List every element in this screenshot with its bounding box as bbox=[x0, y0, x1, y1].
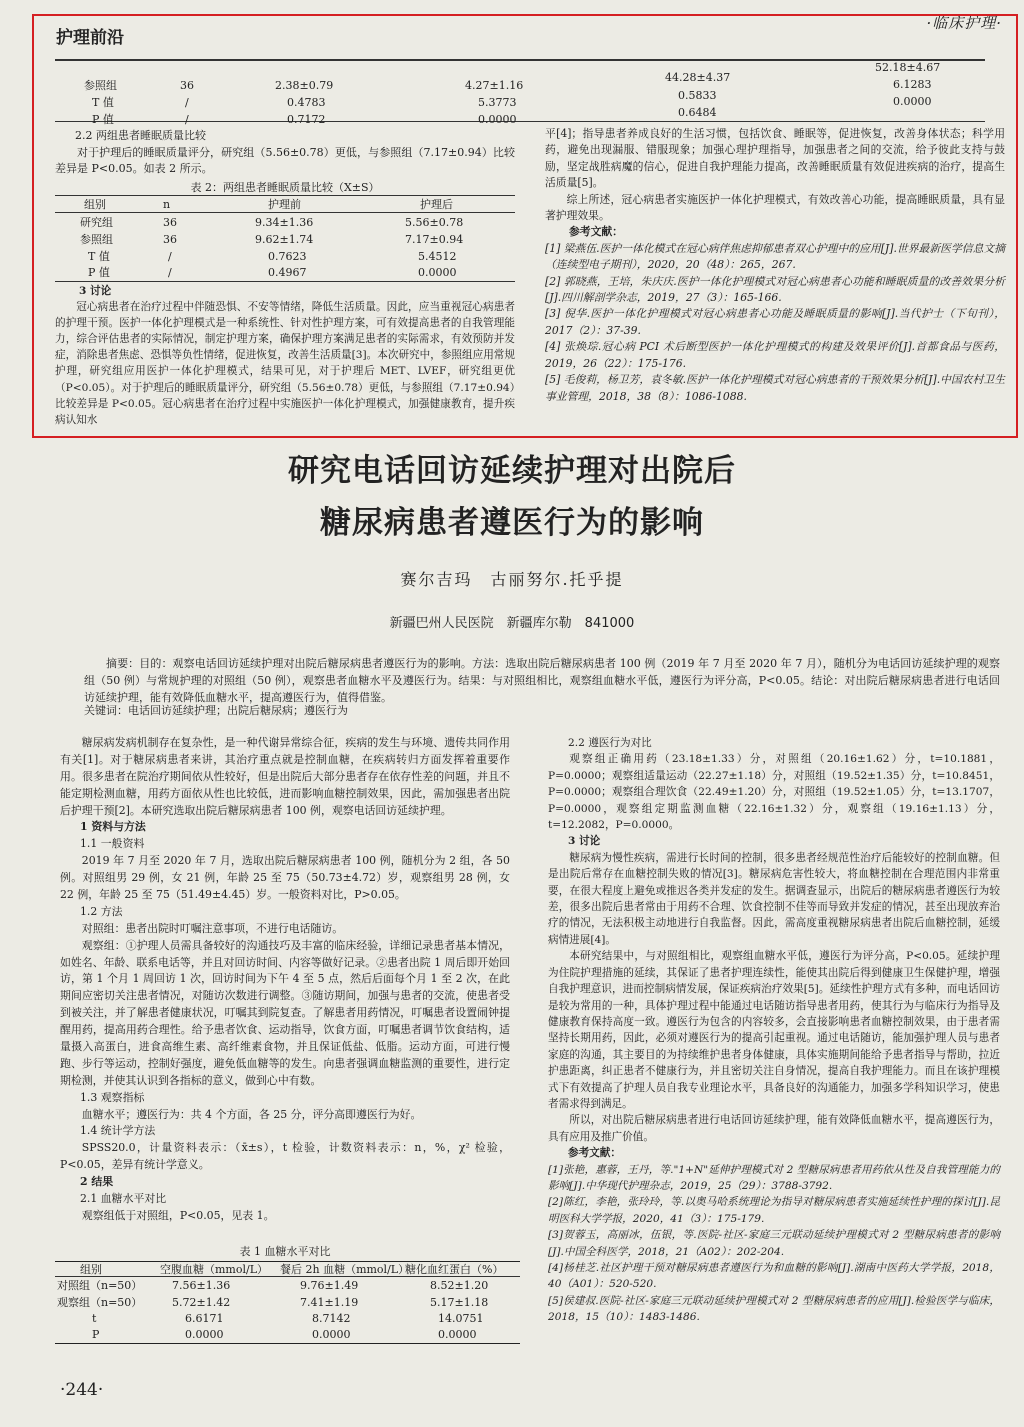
subsection-heading: 2.2 遵医行为对比 bbox=[568, 737, 652, 749]
paragraph: 对照组：患者出院时叮嘱注意事项，不进行电话随访。 bbox=[81, 921, 344, 935]
table-caption: 表 1 血糖水平对比 bbox=[239, 1245, 331, 1258]
top-right-column bbox=[545, 126, 1005, 405]
table-cell: 7.41±1.19 bbox=[300, 1296, 359, 1309]
table-header-cell: 护理后 bbox=[420, 198, 453, 211]
authors: 赛尔吉玛 古丽努尔.托乎提 bbox=[400, 570, 624, 589]
paragraph: 2019 年 7 月至 2020 年 7 月，选取出院后糖尿病患者 100 例，随机分为 2 组，各 50 例。对照组男 29 例，女 21 例，年龄 25 至 75（50.73±4.72）岁，观察组男 28 例，女 22 例，年龄 25 至 75（51.49±4.45）岁。一般资料对比，P>0.05。 bbox=[60, 854, 510, 902]
subsection-heading: 1.3 观察指标 bbox=[80, 1090, 145, 1104]
table-cell: 6.6171 bbox=[185, 1312, 224, 1325]
paragraph: 本研究结果中，与对照组相比，观察组血糖水平低，遵医行为评分高，P<0.05。延续护理为住院护理措施的延续，其保证了患者护理连续性，能使其出院后得到健康卫生保健护理，增强自我护理意识，进而控制病情发展，保证疾病治疗效果[5]。延续性护理方式有多种，而电话回访是较为常用的一种，具体护理过程中能通过电话随访指导患者用药，使其行为与临床行为指导及健康教育保持高度一致。遵医行为包含的内容较多，会直接影响患者血糖控制效果，由于患者需坚持长期用药，因此，必须对遵医行为的提高引起重视。通过电话随访，能加强护理人员与患者家庭的沟通，其主要目的为持续维护患者身体健康，具体实施期间能给予患者指导与帮助，拉近护患距离，纠正患者不健康行为，并且密切关注自身情况，提高自我护理能力。而且在该护理模式下有效提高了护理人员自我专业理论水平，具备良好的沟通能力，加强多学科知识学习，使患者需求得到满足。 bbox=[548, 950, 1000, 1110]
paragraph: 观察组正确用药（23.18±1.33）分，对照组（20.16±1.62）分，t=10.1881，P=0.0000；观察组适量运动（22.27±1.18）分，对照组（19.52±1.35）分，t=10.8451，P=0.0000；观察组合理饮食（22.49±1.20）分，对照组（19.52±1.05）分，t=13.1707，P=0.0000，观察组定期监测血糖（22.16±1.32）分，观察组（19.16±1.13）分，t=12.2082，P=0.0000。 bbox=[548, 753, 1000, 832]
table-cell: 参照组 bbox=[84, 79, 117, 92]
table-cell: 8.52±1.20 bbox=[430, 1279, 489, 1292]
reference-item: [1] 梁燕伍.医护一体化模式在冠心病伴焦虑抑郁患者双心护理中的应用[J].世界最新医学信息文摘（连续型电子期刊），2020，20（48）：265，267. bbox=[545, 241, 1005, 272]
table-header-cell: 组别 bbox=[84, 198, 106, 211]
paragraph: 所以，对出院后糖尿病患者进行电话回访延续护理，能有效降低血糖水平，提高遵医行为，具有应用及推广价值。 bbox=[548, 1114, 1000, 1143]
reference-item: [3] 倪华.医护一体化护理模式对冠心病患者心功能及睡眠质量的影响[J].当代护士（下旬刊），2017（2）：37-39. bbox=[545, 307, 1005, 337]
abstract-text: 摘要：目的：观察电话回访延续护理对出院后糖尿病患者遵医行为的影响。方法：选取出院后糖尿病患者 100 例（2019 年 7 月至 2020 年 7 月），随机分为电话回访延续护理的观察组（50 例）与常规护理的对照组（50 例），观察患者血糖水平及遵医行为。结果：与对照组相比，观察组血糖水平低，遵医行为评分高，P<0.05。结论：对出院后糖尿病患者进行电话回访延续护理，能有效降低血糖水平，提高遵医行为，值得借鉴。 bbox=[84, 657, 1000, 705]
table-header-cell: 餐后 2h 血糖（mmol/L） bbox=[280, 1263, 410, 1276]
table-header-cell: 空腹血糖（mmol/L） bbox=[160, 1263, 269, 1276]
table-cell: 7.17±0.94 bbox=[405, 233, 464, 246]
table-cell: 7.56±1.36 bbox=[172, 1279, 231, 1292]
table-cell: P 值 bbox=[88, 266, 110, 279]
reference-item: [2] 郭晓燕，王培，朱庆庆.医护一体化护理模式对冠心病患者心功能和睡眠质量的改善效果分析[J].四川解剖学杂志，2019，27（3）：165-166. bbox=[545, 274, 1005, 305]
table-rule bbox=[55, 195, 515, 196]
section-header: 护理前沿 bbox=[56, 28, 124, 48]
subsection-heading: 2.1 血糖水平对比 bbox=[80, 1192, 167, 1206]
section-heading: 3 讨论 bbox=[568, 835, 601, 848]
table-cell: 5.56±0.78 bbox=[405, 216, 464, 229]
reference-item: [3]贺蓉玉，高丽冰，伍银，等.医院-社区-家庭三元联动延续护理模式对 2 型糖尿病患者的影响[J].中国全科医学，2018，21（A02）：202-204. bbox=[548, 1229, 1000, 1258]
table-cell: 0.0000 bbox=[312, 1328, 351, 1341]
section-heading: 2 结果 bbox=[80, 1175, 114, 1189]
table-cell: 0.0000 bbox=[893, 95, 932, 108]
table-cell: / bbox=[185, 96, 189, 109]
section-heading: 3 讨论 bbox=[79, 285, 112, 297]
table-cell: 5.72±1.42 bbox=[172, 1296, 231, 1309]
page-number: ·244· bbox=[60, 1380, 104, 1400]
table-cell: 观察组（n=50） bbox=[57, 1296, 143, 1309]
table-cell: 0.7172 bbox=[287, 113, 326, 126]
discussion-block bbox=[55, 283, 515, 428]
subsection-heading: 2.2 两组患者睡眠质量比较 bbox=[75, 129, 206, 142]
table-cell: 9.34±1.36 bbox=[255, 216, 314, 229]
reference-item: [1]张艳，惠蓉，王丹，等."1+N"延伸护理模式对 2 型糖尿病患者用药依从性及自我管理能力的影响[J].中华现代护理杂志，2019，25（29）：3788-3792. bbox=[548, 1163, 1000, 1192]
institution: 新疆巴州人民医院 新疆库尔勒 841000 bbox=[389, 616, 635, 631]
paragraph: 平[4]；指导患者养成良好的生活习惯，包括饮食、睡眠等，促进恢复，改善身体状态；科学用药，避免出现漏服、错服现象；加强心理护理指导，加强患者之间的交流，给予彼此支持与鼓励，坚定战胜病魔的信心，促进自我护理能力提高，改善睡眠质量有效促进疾病的治疗，提高生活质量[5]。 bbox=[545, 127, 1005, 190]
table-cell: 52.18±4.67 bbox=[875, 61, 941, 74]
reference-item: [4]杨桂芝.社区护理干预对糖尿病患者遵医行为和血糖的影响[J].湖南中医药大学学报，2018，40（A01）：520-520. bbox=[548, 1262, 1000, 1291]
table-cell: 0.0000 bbox=[418, 266, 457, 279]
paragraph: 观察组：①护理人员需具备较好的沟通技巧及丰富的临床经验，详细记录患者基本情况，如姓名、年龄、联系电话等，并且对回访时间、内容等做好记录。②患者出院 1 周后即开始回访，第 1 个月 1 周回访 1 次，回访时间为下午 4 至 5 点，然后后面每个月 1 至 2 次，在此期间应密切关注患者情况，对随访次数进行调整。③随访期间，加强与患者的交流，使患者受到被关注，并了解患者健康状况，叮嘱其到院复查。了解患者用药情况，叮嘱患者设置闹钟提醒用药，提高用药合理性。给予患者饮食、运动指导，饮食方面，叮嘱患者调节饮食结构，适量摄入高蛋白，进食高维生素、高纤维素食物，并且保证低盐、低脂。运动方面，可进行慢跑、步行等运动，控制好强度，避免低血糖等的发生。向患者强调血糖监测的重要性，进行定期检测，并使其认识到各指标的意义，做到心中有数。 bbox=[60, 938, 510, 1087]
header-rule bbox=[55, 59, 985, 61]
right-column bbox=[548, 735, 1000, 1326]
table-cell: 36 bbox=[163, 233, 177, 246]
table-cell: / bbox=[168, 250, 172, 263]
table-cell: 参照组 bbox=[80, 233, 113, 246]
table-cell: 44.28±4.37 bbox=[665, 71, 731, 84]
references-heading: 参考文献： bbox=[568, 1147, 621, 1160]
paragraph: 糖尿病发病机制存在复杂性，是一种代谢异常综合征，疾病的发生与环境、遗传共同作用有关[1]。对于糖尿病患者来讲，其治疗重点就是控制血糖，在疾病转归方面发挥着重要作用。很多患者在院治疗期间依从性较好，但是出院后大部分患者存在依存性差的问题，并且不能定期检测血糖，用药方面依从性也比较低，进而影响血糖控制效果，因此，需加强患者出院后护理干预[2]。本研究选取出院后糖尿病患者 100 例，观察电话回访延续护理。 bbox=[60, 736, 510, 817]
paragraph: 综上所述，冠心病患者实施医护一体化护理模式，有效改善心功能，提高睡眠质量，具有显著护理效果。 bbox=[545, 192, 1005, 223]
table-cell: 14.0751 bbox=[438, 1312, 484, 1325]
subsection-heading: 1.1 一般资料 bbox=[80, 837, 145, 851]
table-cell: P 值 bbox=[92, 113, 114, 126]
table-cell: / bbox=[168, 266, 172, 279]
table-cell: / bbox=[185, 113, 189, 126]
table-header-cell: 护理前 bbox=[268, 198, 301, 211]
table-cell: 0.0000 bbox=[185, 1328, 224, 1341]
paragraph: 糖尿病为慢性疾病，需进行长时间的控制，很多患者经规范性治疗后能较好的控制血糖。但是出院后常存在血糖控制失败的情况[3]。糖尿病危害性较大，将血糖控制在合理范围内非常重要，在很大程度上避免或推迟各类并发症的发生。据调查显示，出院后的糖尿病患者遵医行为较差，很多出院后患者常由于用药不合理、饮食控制不佳等而导致并发症的情况，甚至出现放弃治疗的情况，无法积极主动地进行自我监督。因此，需高度重视糖尿病患者出院后血糖控制，延缓病情进展[4]。 bbox=[548, 851, 1000, 946]
article-title-line2: 糖尿病患者遵医行为的影响 bbox=[320, 505, 704, 541]
reference-item: [5] 毛俊莉，杨卫芳，袁冬敏.医护一体化护理模式对冠心病患者的干预效果分析[J].中国农村卫生事业管理，2018，38（8）：1086-1088. bbox=[545, 373, 1005, 403]
reference-list bbox=[545, 241, 1005, 405]
reference-item: [4] 张焕琮.冠心病 PCI 术后断型医护一体化护理模式的构建及效果评价[J].首都食品与医药，2019，26（22）：175-176. bbox=[545, 340, 1005, 370]
paragraph: 对于护理后的睡眠质量评分，研究组（5.56±0.78）更低，与参照组（7.17±0.94）比较差异是 P<0.05。如表 2 所示。 bbox=[55, 145, 515, 176]
keywords: 关键词：电话回访延续护理；出院后糖尿病；遵医行为 bbox=[84, 704, 348, 717]
table-header-cell: 组别 bbox=[80, 1263, 102, 1276]
abstract bbox=[84, 655, 1000, 706]
paragraph: 观察组低于对照组，P<0.05，见表 1。 bbox=[81, 1208, 275, 1222]
top-left-column bbox=[55, 128, 515, 197]
paragraph: 冠心病患者在治疗过程中伴随恐惧、不安等情绪，降低生活质量。因此，应当重视冠心病患者的护理干预。医护一体化护理模式是一种系统性、针对性护理方案，可有效提高患者的自我管理能力，综合评估患者的实际情况，制定护理方案，确保护理方案满足患者的实际需求，有效预防并发症，消除患者焦虑、恐惧等负性情绪，促进恢复，改善生活质量[3]。本次研究中，参照组应用常规护理，研究组应用医护一体化护理模式，结果可见，对于护理后 MET、LVEF，研究组更优（P<0.05）。对于护理后的睡眠质量评分，研究组（5.56±0.78）更低，与参照组（7.17±0.94）比较差异是 P<0.05。冠心病患者在治疗过程中实施医护一体化护理模式，加强健康教育，提升疾病认知水 bbox=[55, 301, 515, 426]
table-header-cell: 糖化血红蛋白（%） bbox=[405, 1263, 504, 1276]
paragraph: 血糖水平；遵医行为：共 4 个方面，各 25 分，评分高即遵医行为好。 bbox=[81, 1107, 422, 1121]
table-cell: 0.5833 bbox=[678, 89, 717, 102]
table-cell: 9.76±1.49 bbox=[300, 1279, 359, 1292]
table-cell: 0.7623 bbox=[268, 250, 307, 263]
table-cell: 对照组（n=50） bbox=[57, 1279, 143, 1292]
table-cell: 0.0000 bbox=[438, 1328, 477, 1341]
table-cell: 6.1283 bbox=[893, 78, 932, 91]
subsection-heading: 1.4 统计学方法 bbox=[80, 1124, 156, 1138]
table-cell: 5.4512 bbox=[418, 250, 457, 263]
table-header-cell: n bbox=[163, 198, 171, 211]
reference-item: [5]侯建叔.医院-社区-家庭三元联动延续护理模式对 2 型糖尿病患者的应用[J].检验医学与临床，2018，15（10）：1483-1486. bbox=[548, 1294, 1000, 1324]
references-heading: 参考文献： bbox=[569, 225, 623, 239]
table-cell: 0.4783 bbox=[287, 96, 326, 109]
table-cell: t bbox=[92, 1312, 97, 1325]
section-heading: 1 资料与方法 bbox=[80, 820, 146, 834]
table-cell: 8.7142 bbox=[312, 1312, 351, 1325]
table-cell: 0.4967 bbox=[268, 266, 307, 279]
table-cell: 9.62±1.74 bbox=[255, 233, 314, 246]
table-cell: P bbox=[92, 1328, 100, 1341]
subsection-heading: 1.2 方法 bbox=[80, 904, 123, 918]
table-cell: T 值 bbox=[92, 96, 114, 109]
paragraph: SPSS20.0，计量资料表示：（x̄±s），t 检验，计数资料表示：n，%，χ² 检验，P<0.05，差异有统计学意义。 bbox=[60, 1141, 510, 1172]
table-cell: 0.0000 bbox=[478, 113, 517, 126]
table-cell: 2.38±0.79 bbox=[275, 79, 334, 92]
column-label: ·临床护理· bbox=[926, 14, 1002, 32]
table-cell: 5.17±1.18 bbox=[430, 1296, 489, 1309]
article-title-line1: 研究电话回访延续护理对出院后 bbox=[288, 453, 736, 489]
table-cell: 4.27±1.16 bbox=[465, 79, 524, 92]
table-cell: 36 bbox=[163, 216, 177, 229]
table-caption: 表 2：两组患者睡眠质量比较（X±S） bbox=[190, 181, 380, 195]
table-cell: 36 bbox=[180, 79, 194, 92]
reference-item: [2]陈红，李艳，张玲玲，等.以奥马哈系统理论为指导对糖尿病患者实施延续性护理的探讨[J].昆明医科大学学报，2020，41（3）：175-179. bbox=[548, 1196, 1000, 1225]
table-rule bbox=[55, 121, 985, 122]
left-column bbox=[60, 735, 510, 1225]
table-cell: T 值 bbox=[88, 250, 110, 263]
table-cell: 5.3773 bbox=[478, 96, 517, 109]
reference-list bbox=[548, 1162, 1000, 1326]
table-cell: 0.6484 bbox=[678, 106, 717, 119]
table-cell: 研究组 bbox=[80, 216, 113, 229]
